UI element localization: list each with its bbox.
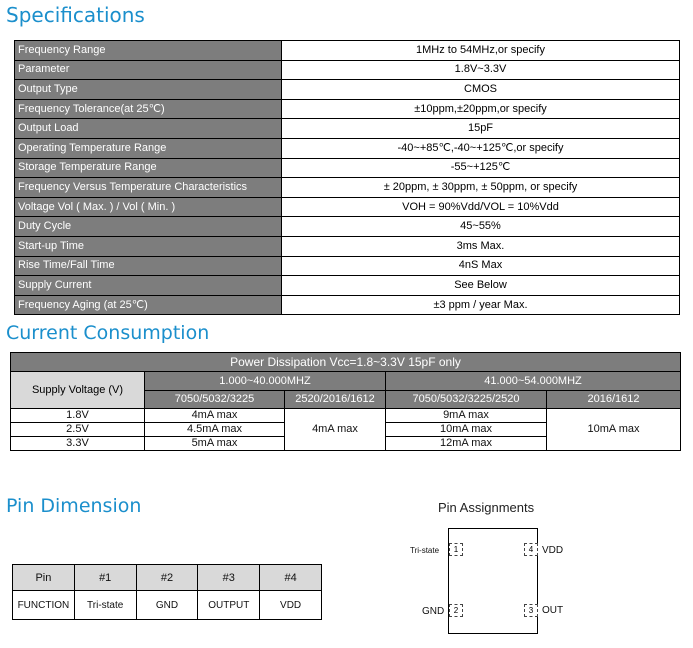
spec-label: Parameter [15, 60, 282, 80]
spec-label: Rise Time/Fall Time [15, 256, 282, 276]
spec-value: 1.8V~3.3V [282, 60, 680, 80]
spec-value: ± 20ppm, ± 30ppm, ± 50ppm, or specify [282, 178, 680, 198]
pad-2: 2 [449, 604, 463, 617]
spec-value: ±3 ppm / year Max. [282, 295, 680, 315]
spec-label: Operating Temperature Range [15, 138, 282, 158]
spec-row [15, 197, 680, 217]
current-cell: 10mA max [386, 423, 547, 437]
freq-range-high-header: 41.000~54.000MHZ [386, 372, 681, 391]
spec-value: -55~+125℃ [282, 158, 680, 178]
current-cell: 4.5mA max [145, 423, 285, 437]
spec-row [15, 99, 680, 119]
spec-value: -40~+85℃,-40~+125℃,or specify [282, 138, 680, 158]
spec-row [15, 158, 680, 178]
pin-function-cell: FUNCTION [13, 591, 75, 620]
power-dissipation-title: Power Dissipation Vcc=1.8~3.3V 15pF only [11, 353, 681, 372]
spec-value: 15pF [282, 119, 680, 139]
spec-label: Duty Cycle [15, 217, 282, 237]
spec-row [15, 295, 680, 315]
pin-header-row [13, 565, 322, 591]
spec-value: 4nS Max [282, 256, 680, 276]
package-header: 7050/5032/3225/2520 [386, 391, 547, 409]
current-cell-merged: 4mA max [285, 409, 386, 451]
spec-row [15, 41, 680, 61]
pin-dimension-heading: Pin Dimension [6, 495, 142, 517]
pin-function-cell: GND [136, 591, 198, 620]
pad-3-label: OUT [542, 605, 564, 616]
spec-label: Frequency Versus Temperature Characteristics [15, 178, 282, 198]
pin-assignments-title: Pin Assignments [438, 500, 535, 515]
spec-row [15, 60, 680, 80]
pad-3: 3 [524, 604, 538, 617]
pad-4: 4 [524, 543, 538, 556]
package-header: 7050/5032/3225 [145, 391, 285, 409]
pin-function-cell: Tri-state [74, 591, 136, 620]
spec-label: Voltage Vol ( Max. ) / Vol ( Min. ) [15, 197, 282, 217]
spec-row [15, 256, 680, 276]
voltage-cell: 3.3V [11, 437, 145, 451]
spec-value: VOH = 90%Vdd/VOL = 10%Vdd [282, 197, 680, 217]
spec-label: Frequency Tolerance(at 25℃) [15, 99, 282, 119]
pin-header-cell: #1 [74, 565, 136, 591]
spec-row [15, 276, 680, 296]
spec-value: CMOS [282, 80, 680, 100]
current-consumption-heading: Current Consumption [6, 322, 210, 344]
pin-function-row [13, 591, 322, 620]
spec-row [15, 80, 680, 100]
pin-function-cell: OUTPUT [198, 591, 260, 620]
pin-header-cell: Pin [13, 565, 75, 591]
spec-value: 3ms Max. [282, 236, 680, 256]
current-row [11, 409, 681, 423]
spec-row [15, 217, 680, 237]
pin-header-cell: #4 [260, 565, 322, 591]
spec-label: Storage Temperature Range [15, 158, 282, 178]
current-cell: 5mA max [145, 437, 285, 451]
current-cell: 12mA max [386, 437, 547, 451]
spec-label: Frequency Aging (at 25℃) [15, 295, 282, 315]
pad-1-label: Tri-state [410, 546, 440, 555]
specifications-table [14, 40, 680, 315]
voltage-cell: 1.8V [11, 409, 145, 423]
spec-value: 45~55% [282, 217, 680, 237]
spec-label: Start-up Time [15, 236, 282, 256]
spec-value: See Below [282, 276, 680, 296]
current-cell-merged: 10mA max [547, 409, 681, 451]
spec-row [15, 236, 680, 256]
current-cell: 9mA max [386, 409, 547, 423]
current-consumption-table [10, 352, 681, 451]
pin-header-cell: #2 [136, 565, 198, 591]
pin-table [12, 564, 322, 620]
spec-label: Output Load [15, 119, 282, 139]
spec-row [15, 119, 680, 139]
package-header: 2520/2016/1612 [285, 391, 386, 409]
spec-value: ±10ppm,±20ppm,or specify [282, 99, 680, 119]
spec-value: 1MHz to 54MHz,or specify [282, 41, 680, 61]
spec-row [15, 138, 680, 158]
specifications-heading: Specifications [6, 3, 145, 27]
spec-label: Supply Current [15, 276, 282, 296]
voltage-cell: 2.5V [11, 423, 145, 437]
pin-function-cell: VDD [260, 591, 322, 620]
pad-1: 1 [449, 543, 463, 556]
current-cell: 4mA max [145, 409, 285, 423]
package-header: 2016/1612 [547, 391, 681, 409]
freq-range-low-header: 1.000~40.000MHZ [145, 372, 386, 391]
pin-header-cell: #3 [198, 565, 260, 591]
pad-4-label: VDD [542, 545, 564, 556]
supply-voltage-header: Supply Voltage (V) [11, 372, 145, 409]
spec-label: Frequency Range [15, 41, 282, 61]
spec-row [15, 178, 680, 198]
pad-2-label: GND [422, 606, 445, 617]
spec-label: Output Type [15, 80, 282, 100]
